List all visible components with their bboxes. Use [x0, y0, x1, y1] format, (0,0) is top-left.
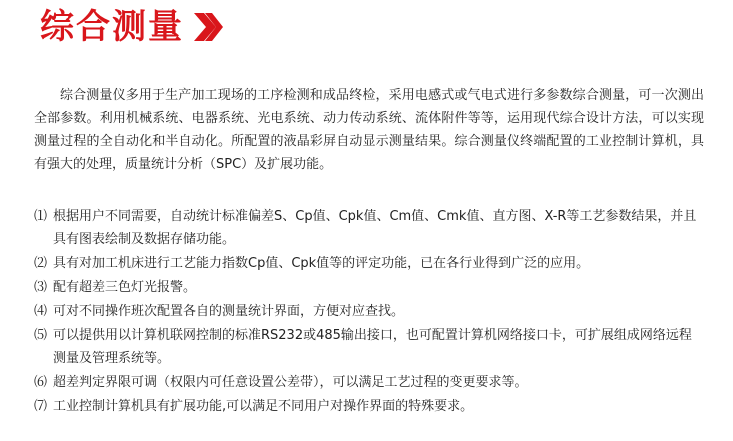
feature-text: 配有超差三色灯光报警。 [53, 280, 197, 295]
feature-number: ⑹ [34, 375, 48, 390]
feature-item [34, 205, 704, 251]
feature-number: ⑶ [34, 280, 48, 295]
feature-number: ⑷ [34, 304, 48, 319]
feature-text: 根据用户不同需要，自动统计标准偏差S、Cp值、Cpk值、Cm值、Cmk值、直方图、X-R等工艺参数结果，并且具有图表绘制及数据存储功能。 [53, 209, 697, 247]
feature-item [34, 324, 704, 370]
feature-number: ⑵ [34, 256, 48, 271]
feature-number: ⑴ [34, 209, 48, 224]
feature-number: ⑺ [34, 399, 48, 414]
feature-text: 可以提供用以计算机联网控制的标准RS232或485输出接口，也可配置计算机网络接口卡，可扩展组成网络远程测量及管理系统等。 [53, 328, 692, 366]
feature-item [34, 395, 704, 418]
section-title: 综合测量 [40, 7, 184, 47]
feature-text: 可对不同操作班次配置各自的测量统计界面，方便对应查找。 [53, 304, 405, 319]
double-chevron-right-icon [192, 10, 224, 44]
feature-item [34, 300, 704, 323]
feature-item [34, 252, 704, 275]
feature-text: 具有对加工机床进行工艺能力指数Cp值、Cpk值等的评定功能，已在各行业得到广泛的应用。 [53, 256, 590, 271]
feature-list [34, 205, 704, 418]
feature-text: 工业控制计算机具有扩展功能,可以满足不同用户对操作界面的特殊要求。 [53, 399, 474, 414]
intro-paragraph: 综合测量仪多用于生产加工现场的工序检测和成品终检，采用电感式或气电式进行多参数综合测量，可一次测出全部参数。利用机械系统、电器系统、光电系统、动力传动系统、流体附件等等，运用现代综合设计方法，可以实现测量过程的全自动化和半自动化。所配置的液晶彩屏自动显示测量结果。综合测量仪终端配置的工业控制计算机，具有强大的处理，质量统计分析（SPC）及扩展功能。 [34, 88, 704, 172]
feature-text: 超差判定界限可调（权限内可任意设置公差带），可以满足工艺过程的变更要求等。 [53, 375, 528, 390]
feature-item [34, 276, 704, 299]
section-header [40, 4, 224, 50]
feature-number: ⑸ [34, 328, 48, 343]
feature-item [34, 371, 704, 394]
